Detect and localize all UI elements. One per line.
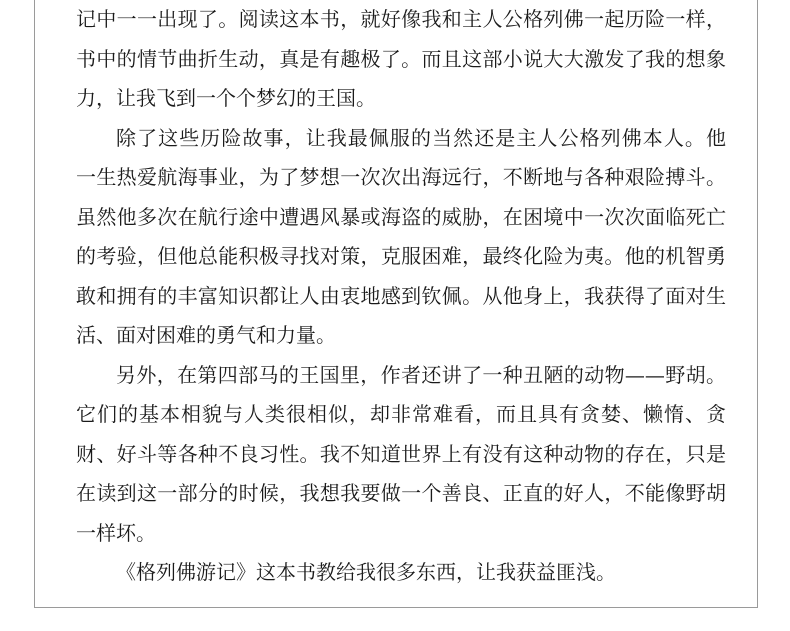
text-line: 力，让我飞到一个个梦幻的王国。 (76, 86, 376, 110)
text-line: 的考验，但他总能积极寻找对策，克服困难，最终化险为夷。他的机智勇 (76, 244, 726, 268)
text-line: 记中一一出现了。阅读这本书，就好像我和主人公格列佛一起历险一样， (76, 7, 726, 31)
paragraph-start-line: 除了这些历险故事，让我最佩服的当然还是主人公格列佛本人。他 (116, 125, 726, 150)
text-line: 一生热爱航海事业，为了梦想一次次出海远行，不断地与各种艰险搏斗。 (76, 165, 726, 189)
text-line: 虽然他多次在航行途中遭遇风暴或海盗的威胁，在困境中一次次面临死亡 (76, 204, 726, 229)
text-line: 书中的情节曲折生动，真是有趣极了。而且这部小说大大激发了我的想象 (76, 46, 726, 71)
text-line: 在读到这一部分的时候，我想我要做一个善良、正直的好人，不能像野胡 (76, 481, 726, 505)
text-line: 一样坏。 (76, 520, 156, 545)
paragraph-start-line: 《格列佛游记》这本书教给我很多东西，让我获益匪浅。 (116, 560, 616, 584)
paragraph-start-line: 另外，在第四部马的王国里，作者还讲了一种丑陋的动物——野胡。 (116, 362, 726, 387)
text-line: 它们的基本相貌与人类很相似，却非常难看，而且具有贪婪、懒惰、贪 (76, 402, 726, 426)
text-line: 财、好斗等各种不良习性。我不知道世界上有没有这种动物的存在，只是 (76, 441, 726, 466)
text-line: 活、面对困难的勇气和力量。 (76, 323, 336, 347)
text-line: 敢和拥有的丰富知识都让人由衷地感到钦佩。从他身上，我获得了面对生 (76, 283, 726, 308)
essay-text (76, 0, 726, 593)
